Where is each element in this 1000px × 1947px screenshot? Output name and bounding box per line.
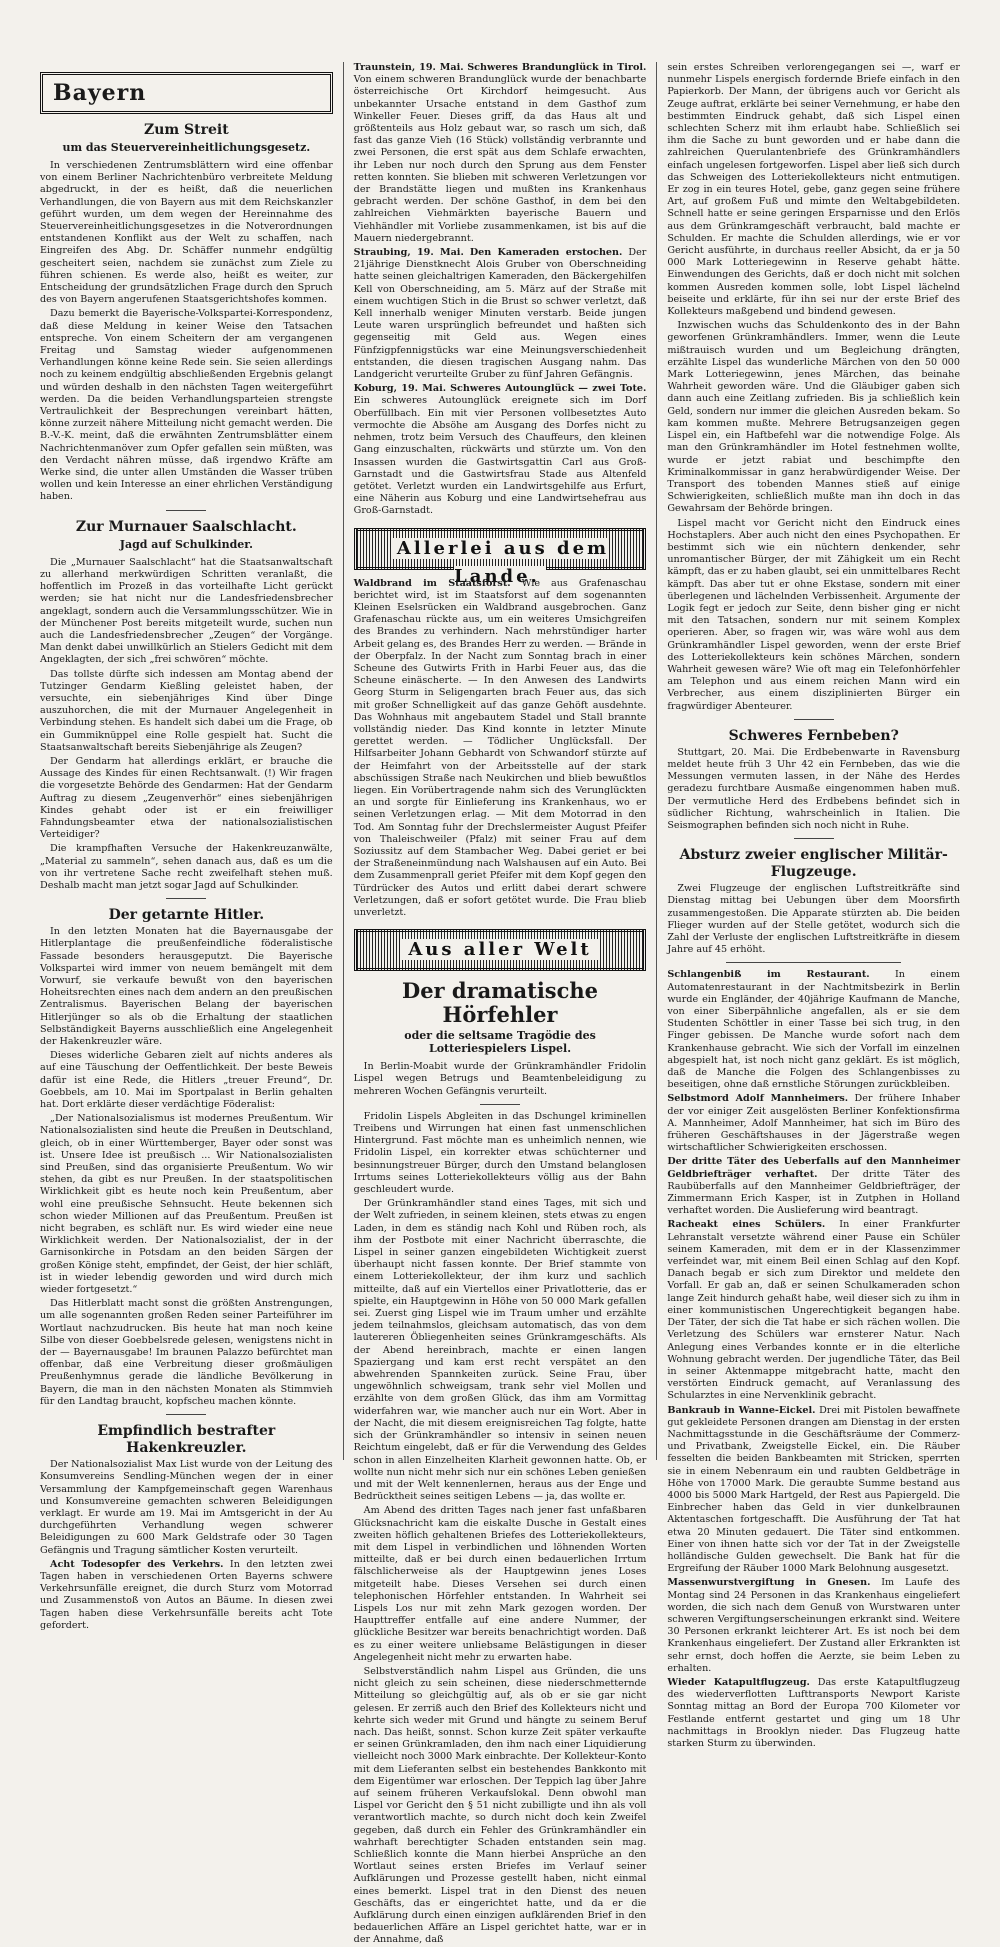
paragraph: Das tollste dürfte sich indessen am Montag abend der Tutzinger Gendarm Kießling geleistet haben, der versuchte, ein siebenjähriges Kind über Dinge auszuhorchen, die mit der Murnauer Angelegenheit in Verbindung stehen. Es handelt sich dabei um die Frage, ob ein Gummiknüppel eine Rolle gespielt hat. Sucht die Staatsanwaltschaft bereits Siebenjährige als Zeugen? bbox=[40, 668, 333, 753]
section-banner-welt: Aus aller Welt bbox=[354, 929, 647, 971]
news-item-title: Wieder Katapultflugzeug. bbox=[667, 1676, 810, 1688]
lead-paragraph: In Berlin-Moabit wurde der Grünkramhändler Fridolin Lispel wegen Betrugs und Beamtenbeleidigung zu mehreren Wochen Gefängnis verurteilt. bbox=[353, 1061, 647, 1097]
paragraph: Lispel macht vor Gericht nicht den Eindruck eines Hochstaplers. Aber auch nicht den eines Psychopathen. Er bestimmt sich wie ein nüchtern denkender, sehr unromantischer Bürger, der mit Zähigkeit um ein Recht kämpft, das er zu haben glaubt, sei ein unmittelbares Recht kämpft. Das aber tut er ohne Ekstase, sondern mit einer überlegenen und lächelnden Verbissenheit. Argumente der Logik fegt er jedoch zur Seite, denn bisher ging er nicht mit den Tatsachen, sondern nur mit seinem Komplex operieren. Aber, so fragen wir, was wäre wohl aus dem Grünkramhändler Lispel geworden, wenn der erste Brief des Lotteriekollekteurs kein schönes Märchen, sondern Wahrheit gewesen wäre? Wie oft mag ein Telefonhörfehler am Telephon und aus einem reichen Mann wird ein Verbrecher, aus einem disziplinierten Bürger ein fragwürdiger Abenteurer. bbox=[667, 517, 961, 712]
news-item-title: Den Kameraden erstochen. bbox=[469, 247, 623, 259]
news-item-title: Schweres Brandunglück in Tirol. bbox=[467, 62, 647, 73]
news-item bbox=[667, 1577, 960, 1675]
paragraph: Selbstverständlich nahm Lispel aus Gründen, die uns nicht gleich zu sein scheinen, diese niederschmetternde Mitteilung so gleichgültig auf, als ob er sie gar nicht gelesen. Er zerriß auch den Brief des Kollekteurs nicht und kehrte sich weder mit Grund und hängte zu seinem Beruf nach. Das heißt, sonnst. Schon kurze Zeit später verkaufte er seinen Grünkramladen, den ihm nach einer Liquidierung vielleicht noch 3000 Mark einbrachte. Der Kollekteur-Konto mit dem Lieferanten selbst ein bestehendes Bankkonto mit dem Eigentümer war erloschen. Der Teppich lag über Jahre auf seinem früheren Verkaufslokal. Denn obwohl man Lispel vor Gericht den § 51 nicht zubilligte und ihn als voll verantwortlich machte, so durch nicht doch kein Zweifel gegeben, daß durch ein Fehler des Grünkramhändler ein wahrhaft berechtigter Schaden entstanden sein mag. Schließlich konnte die Mann hierbei Ansprüche an den Wortlaut seines ersten Briefes im Verlauf seiner Aufklärungen und Prozesse gestellt haben, nicht einmal eines bemerkt. Lispel trat in den Dienst des neuen Geschäfts, das er eingerichtet hatte, und da er die Aufklärung durch einen einzigen aufklärenden Brief in den bedauerlichen Affäre an Lispel gerichtet hatte, war er in der Annahme, daß bbox=[353, 1665, 647, 1946]
news-item bbox=[667, 1677, 960, 1750]
paragraph: Dazu bemerkt die Bayerische-Volkspartei-Korrespondenz, daß diese Meldung in keiner Weise den Tatsachen entspreche. Von einem Scheitern der am vergangenen Freitag und Samstag wieder aufgenommenen Verhandlungen könne keine Rede sein. Sie seien allerdings noch zu keinem endgültig abschließenden Ergebnis gelangt und würden deshalb in den nächsten Tagen weitergeführt werden. Da die beiden Verhandlungsparteien strengste Vertraulichkeit der Besprechungen vereinbart hätten, könne zurzeit nähere Mitteilung nicht gemacht werden. Die B.-V.-K. meint, daß die erwähnten Zentrumsblätter einem Nachrichtenmanöver zum Opfer gefallen sein müßten, was den Verdacht nähren müsse, daß irgendwo Kräfte am Werke sind, die unter allen Umständen die Wasser trüben wollen und kein Interesse an einer ehrlichen Verständigung haben. bbox=[40, 308, 333, 503]
paragraph: Das Hitlerblatt macht sonst die größten Anstrengungen, um alle sogenannten großen Reden seiner Parteiführer im Wortlaut nachzudrucken. Bis heute hat man noch keine Silbe von dieser Goebbelsrede gelesen, wenigstens nicht in der — Bayernausgabe! Im braunen Palazzo befürchtet man offenbar, daß eine Verbreitung dieser großmäuligen Preußenhymnus gerade die ländliche Bevölkerung in Bayern, die man in den nächsten Monaten als Stimmvieh für den Landtag braucht, kopfscheu machen könnte. bbox=[40, 1298, 333, 1407]
subheadline-murnau: Jagd auf Schulkinder. bbox=[119, 537, 253, 551]
paragraph: Zwei Flugzeuge der englischen Luftstreitkräfte sind Dienstag mittag bei Uebungen über dem Moorsfirth zusammengestoßen. Die Apparate stürzten ab. Die beiden Flieger wurden auf der Stelle getötet, wodurch sich die Zahl der Verluste der englischen Luftstreitkräfte in diesem Jahre auf 45 erhöht. bbox=[667, 883, 961, 956]
dateline: Traunstein, 19. Mai. bbox=[353, 62, 464, 73]
section-banner-lande: Allerlei aus dem Lande. bbox=[354, 528, 647, 570]
paragraph: Der Gendarm hat allerdings erklärt, er brauche die Aussage des Kindes für einen Rechtsanwalt. (!) Wir fragen die vorgesetzte Behörde des Gendarmen: Hat der Gendarm Auftrag zu diesem „Zeugenverhör“ eines siebenjährigen Kindes gehabt oder ist er ein freiwilliger Fahndungsbeamter etwa der nationalsozialistischen Verteidiger? bbox=[40, 755, 333, 841]
section-banner-bayern: Bayern bbox=[40, 72, 333, 114]
news-item-body: Der 21jährige Dienstknecht Alois Gruber von Oberschneiding hatte seinen gleichaltrigen Kameraden, den Bäckergehilfen Kell von Oberschneiding, am 5. März auf der Straße mit einem wuchtigen Stich in die Brust so schwer verletzt, daß Kell innerhalb weniger Minuten verstarb. Beide jungen Leute waren ursprünglich befreundet und haßten sich gegenseitig mit Geld aus. Wegen eines Fünfzigpfennigstücks war eine Meinungsverschiedenheit entstanden, die diesen tragischen Ausgang nahm. Das Landgericht verurteilte Gruber zu fünf Jahren Gefängnis. bbox=[353, 247, 647, 381]
news-item-title: Schweres Autounglück — zwei Tote. bbox=[450, 383, 647, 395]
news-item bbox=[667, 969, 960, 1091]
paragraph: Der Nationalsozialist Max List wurde von der Leitung des Konsumvereins Sendling-München wegen der in einer Versammlung der Kampfgemeinschaft gegen Warenhaus und Konsumvereine gemachten schweren Beleidigungen verklagt. Er wurde am 19. Mai im Amtsgericht in der Au durchgeführten Verhandlung wegen schwerer Beleidigungen zu 600 Mark Geldstrafe oder 30 Tagen Gefängnis und Tragung sämtlicher Kosten verurteilt. bbox=[40, 1459, 333, 1556]
divider bbox=[794, 838, 834, 839]
divider bbox=[166, 510, 206, 511]
quote-paragraph: „Der Nationalsozialismus ist modernes Preußentum. Wir Nationalsozialisten sind heute die Preußen in Deutschland, gleich, ob in einer Württemberger, Bayer oder sonst was ist. Unsere Idee ist preußisch ... Wir Nationalsozialisten sind Preußen, sind das organisierte Preußentum. Wo wir stehen, da gibt es nur Preußen. In der staatspolitischen Wirklichkeit gibt es heute noch kein Preußentum, aber wohl eine preußische Sehnsucht. Heute bekennen sich schon wieder Millionen auf das Preußentum. Preußen ist nicht begraben, es schläft nur. Es wird wieder eine neue Wirklichkeit werden. Der Nationalsozialist, der in der Garnisonkirche in Potsdam an den beiden Särgen der großen Könige steht, empfindet, der Geist, der hier schläft, ist in wieder lebendig geworden und wird durch mich wieder fortgesetzt.“ bbox=[40, 1113, 333, 1296]
news-item-body: In einer Frankfurter Lehranstalt versetzte während einer Pause ein Schüler seinem Kameraden, mit dem er in der Klassenzimmer verfeindet war, mit einem Beil einen Schlag auf den Kopf. Danach begab er sich zum Direktor und meldete den Vorfall. Er gab an, daß er seinen Schulkameraden schon lange Zeit hindurch gehaßt habe, weil dieser sich zu ihm in einer kommunistischen Ungerechtigkeit begangen habe. Der Täter, der sich die Tat habe er sich rächen wollen. Die Verletzung des Schülers war ernsterer Natur. Nach Anlegung eines Verbandes konnte er in die elterliche Wohnung gebracht werden. Der jugendliche Täter, das Beil in seiner Aktenmappe mitgebracht hatte, macht den verstörten Eindruck gemacht, auf Veranlassung des Schularztes in eine Nervenklinik gebracht. bbox=[667, 1219, 961, 1402]
news-item bbox=[354, 62, 647, 245]
paragraph: Dieses widerliche Gebaren zielt auf nichts anderes als auf eine Täuschung der Oeffentlichkeit. Der beste Beweis dafür ist eine Rede, die Hitlers „treuer Freund“, Dr. Goebbels, am 10. Mai im Sportpalast in Berlin gehalten hat. Dort erklärte dieser verdächtige Föderalist: bbox=[40, 1050, 333, 1111]
news-item-body: In den letzten zwei Tagen haben in verschiedenen Orten Bayerns schwere Verkehrsunfälle ereignet, die durch Sturz vom Motorrad und Zusammenstoß von Autos an Bäume. In diesen zwei Tagen haben diese Verkehrsunfälle bereits acht Tote gefordert. bbox=[40, 1558, 333, 1631]
headline-fernbeben: Schweres Fernbeben? bbox=[728, 727, 899, 744]
news-item-title: Racheakt eines Schülers. bbox=[667, 1219, 826, 1231]
column-right bbox=[656, 62, 970, 1749]
news-item bbox=[354, 247, 647, 381]
news-item-title: Schlangenbiß im Restaurant. bbox=[667, 969, 870, 981]
paragraph: Fridolin Lispels Abgleiten in das Dschungel kriminellen Treibens und Wirrungen hat einen fast unmenschlichen Hintergrund. Fast möchte man es unheimlich nennen, wie Fridolin Lispel, ein korrekter etwas schüchterner und besinnungstreuer Bürger, durch den Umstand belanglosen Irrtums seines Lotteriekollekteurs völlig aus der Bahn geschleudert wurde. bbox=[353, 1110, 647, 1196]
news-item-body: Drei mit Pistolen bewaffnete gut gekleidete Personen drangen am Dienstag in der ersten Nachmittagsstunde in die Geschäftsräume der Commerz- und Privatbank, Zweigstelle Eickel, ein. Die Räuber fesselten die beiden Bankbeamten mit Stricken, sperrten sie in einem Nebenraum ein und raubten Geldbeträge in Höhe von 17000 Mark. Die geraubte Summe bestand aus 4000 bis 5000 Mark Hartgeld, der Rest aus Papiergeld. Die Einbrecher haben das Geld in vier dunkelbraunen Aktentaschen fortgeschafft. Die Ausführung der Tat hat etwa 20 Minuten gedauert. Die Täter sind entkommen. Einer von ihnen hatte sich vor der Tat in der Zweigstelle holländische Gulden gewechselt. Die Bank hat für die Ergreifung der Räuber 1000 Mark Belohnung ausgesetzt. bbox=[667, 1404, 961, 1575]
divider bbox=[726, 962, 902, 963]
news-item bbox=[667, 1156, 960, 1217]
headline-murnau: Zur Murnauer Saalschlacht. bbox=[75, 518, 297, 535]
paragraph: Am Abend des dritten Tages nach jener fast unfaßbaren Glücksnachricht kam die eiskalte Dusche in Gestalt eines zweiten höflich gehaltenen Briefes des Lotteriekollekteurs, mit dem Lispel in verbindlichen und löhnenden Worten mitteilte, daß er bei durch einen bedauerlichen Irrtum fälschlicherweise als der Hauptgewinn jenes Loses mitgeteilt habe. Dieses Versehen sei durch einen telephonischen Hörfehler entstanden. In Wahrheit sei Lispels Los nur mit zehn Mark gezogen worden. Der Haupttreffer entfalle auf eine andere Nummer, der glückliche Besitzer war bereits benachrichtigt worden. Daß es zu einer weitere unliebsame Belästigungen in dieser Angelegenheit nicht mehr zu erwarten habe. bbox=[353, 1505, 647, 1663]
paragraph: In verschiedenen Zentrumsblättern wird eine offenbar von einem Berliner Nachrichtenbüro verbreitete Meldung abgedruckt, in der es heißt, daß die neuerlichen Verhandlungen, die von Bayern aus mit dem Reichskanzler geführt wurden, um dem wegen der Hereinnahme des Steuervereinheitlichungsgesetzes in die Notverordnungen entstandenen Konflikt aus der Welt zu schaffen, nach Eingreifen des Abg. Dr. Schäffer nunmehr endgültig gescheitert seien, nachdem sie zunächst zum Ziele zu führen schienen. Es werde also, heißt es weiter, zur Entscheidung der grundsätzlichen Frage durch den Spruch des von Bayern angerufenen Staatsgerichtshofes kommen. bbox=[40, 160, 333, 306]
news-item bbox=[667, 1219, 960, 1402]
divider bbox=[166, 1414, 206, 1415]
headline-steuer: Zum Streit bbox=[143, 122, 229, 138]
paragraph: In den letzten Monaten hat die Bayernausgabe der Hitlerplantage die preußenfeindliche föderalistische Fassade besonders herausgeputzt. Die Bayerische Volkspartei wird immer von neuem bemängelt mit dem Vorwurf, sie verkaufe bewußt von den bayerischen Hoheitsrechten eines nach dem andern an den preußischen Zentralismus. Bayerischen Belang der bayerischen Hitlerjünger so als ob die Erhaltung der staatlichen Selbständigkeit Bayerns ausschließlich eine Angelegenheit der Hakenkreuzler wäre. bbox=[40, 926, 333, 1047]
subheadline-hoerfehler: oder die seltsame Tragödie des Lotteriespielers Lispel. bbox=[404, 1029, 596, 1056]
news-item-title: Massenwurstvergiftung in Gnesen. bbox=[667, 1577, 871, 1589]
divider bbox=[166, 898, 206, 899]
paragraph: Inzwischen wuchs das Schuldenkonto des in der Bahn geworfenen Grünkramhändlers. Immer, wenn die Leute mißtrauisch wurden und um Begleichung drängten, erzählte Lispel das wunderliche Märchen von den 50 000 Mark Lotteriegewinn, jenes Märchen, das beinahe Wahrheit geworden wäre. Und die Gläubiger gaben sich dann auch eine Zeitlang zufrieden. Bis ja schließlich kein Geld, sondern nur immer die gleichen Ausreden bekam. So kam kommen mußte. Mehrere Betrugsanzeigen gegen Lispel ein, ein Haftbefehl war die notwendige Folge. Als man den Grünkramhändler im Hotel festnehmen wollte, wurde er jetzt rabiat und beschimpfte den Kriminalkommissar in ganz herabwürdigender Weise. Der Transport des tobenden Mannes stieß auf einige Schwierigkeiten, schließlich mußte man ihn doch in das Gewahrsam der Behörde bringen. bbox=[667, 320, 961, 515]
news-item bbox=[354, 383, 647, 517]
dateline: Koburg, 19. Mai. bbox=[353, 383, 447, 395]
paragraph: Die krampfhaften Versuche der Hakenkreuzanwälte, „Material zu sammeln“, sehen danach aus, daß es um die von ihr vertretene Sache recht zweifelhaft stehen muß. Deshalb macht man jetzt sogar Jagd auf Schulkinder. bbox=[40, 843, 333, 891]
news-item bbox=[40, 1559, 333, 1632]
news-item-body: In einem Automatenrestaurant in der Nachtmitsbezirk in Berlin wurde ein Engländer, der 40jährige Kaufmann de Manche, von einer Siberpähnliche angefallen, als er sie dem Studenten Schöttler in einer Tasse bei sich trug, in den Finger gebissen. De Manche wurde sofort nach dem Krankenhause gebracht. Wie sich der Vorfall im einzelnen abgespielt hat, ist noch nicht ganz geklärt. Es ist möglich, daß de Manche die Folgen des Schlangenbisses zu beseitigen, ohne daß ernstliche Störungen zurückbleiben. bbox=[667, 969, 961, 1091]
news-item-title: Selbstmord Adolf Mannheimers. bbox=[667, 1093, 849, 1105]
headline-absturz: Absturz zweier englischer Militär-Flugzeuge. bbox=[679, 847, 948, 881]
news-item-title: Bankraub in Wanne-Eickel. bbox=[667, 1404, 816, 1416]
headline-hitler: Der getarnte Hitler. bbox=[108, 907, 265, 924]
dateline: Straubing, 19. Mai. bbox=[353, 247, 464, 259]
headline-hakenkreuzler: Empfindlich bestrafter Hakenkreuzler. bbox=[97, 1423, 276, 1457]
news-item-title: Der dritte Täter des Ueberfalls auf den Mannheimer Geldbriefträger verhaftet. bbox=[667, 1156, 961, 1180]
divider bbox=[480, 1104, 520, 1105]
news-item-body: Das erste Katapultflugzeug des wiederverflotten Lufttransports Newport Kariste Sonntag mittag an Bord der Europa 700 Kilometer vor Festlande entfernt gestartet und ging um 18 Uhr nachmittags in Brooklyn nieder. Das Flugzeug hatte starken Sturm zu überwinden. bbox=[667, 1676, 961, 1749]
news-item-body: Ein schweres Autounglück ereignete sich im Dorf Oberfüllbach. Ein mit vier Personen vollbesetztes Auto vermochte die Absöhe am Ausgang des Dorfes nicht zu nehmen, trotz beim Versuch des Chauffeurs, den kleinen Gang einzuschalten, rückwärts und stürzte um. Von den Insassen wurden die Gastwirtsgattin Carl aus Groß-Garnstadt und die Gastwirtsfrau Stade aus Altenfeld getötet. Verletzt wurden ein Landwirtsgehilfe aus Erfurt, eine Näherin aus Koburg und eine Landwirtsehefrau aus Groß-Garnstadt. bbox=[353, 395, 647, 517]
news-item bbox=[667, 1093, 960, 1154]
subheadline-steuer: um das Steuervereinheitlichungsgesetz. bbox=[62, 141, 311, 154]
news-item bbox=[354, 578, 647, 920]
paragraph: Die „Murnauer Saalschlacht“ hat die Staatsanwaltschaft zu allerhand merkwürdigen Schritten veranlaßt, die hoffentlich im Prozeß in das vorteilhafte Licht gerückt werden; sie hat nicht nur die Landesfriedensbrecher angeklagt, sondern auch die Versammlungsschützer. Wie in der Münchener Post bereits mitgeteilt wurde, suchen nun auch die Landesfriedensbrecher „Zeugen“ der Vorgänge. Man denkt dabei unwillkürlich an Stielers Gedicht mit dem Angeklagten, der sich „frei schwören“ möchte. bbox=[40, 556, 333, 666]
news-item-title: Acht Todesopfer des Verkehrs. bbox=[50, 1558, 224, 1570]
headline-hoerfehler: Der dramatische Hörfehler bbox=[401, 978, 599, 1028]
divider bbox=[794, 719, 834, 720]
paragraph: Der Grünkramhändler stand eines Tages, mit sich und der Welt zufrieden, in seinem kleinen, stets etwas zu engen Laden, in dem es ständig nach Kohl und Rüben roch, als ihm der Postbote mit einer Nachricht überraschte, die Lispel in seiner ganzen eingebildeten Wichtigkeit zuerst überhaupt nicht fassen konnte. Der Brief stammte von einem Lotteriekollekteur, der ihm kurz und sachlich mitteilte, daß auf ein Viertellos einer Privatlotterie, das er spielte, ein Hauptgewinn in Höhe von 50 000 Mark gefallen sei. Zuerst ging Lispel wie im Traum umher und erzählte jedem teilnahmslos, gleichsam automatisch, das von dem lautereren Öbliegenheiten seines Grünkramgeschäfts. Als der Abend hereinbrach, machte er einen langen Spaziergang und kam erst recht verspätet an den abwehrenden Spannkeiten zurück. Seine Frau, über ungewöhnlich schweigsam, trank sehr viel Mollen und erzählte von dem großen Glück, das ihm am Vormittag widerfahren war, wie mancher auch nur ein Wort. Aber in der Nacht, die mit diesem ereignisreichen Tag folgte, hatte sich der Grünkramhändler so intensiv in seinen neuen Reichtum eingelebt, daß er für die Verwendung des Geldes schon in allen Einzelheiten Klarheit gewonnen hatte. Ob, er wollte nun nicht mehr sich nur ein schönes Leben genießen und mit der Welt kennenlernen, heraus aus der Enge und Bedrücktheit seines seitigen Lebens — ja, das wollte er. bbox=[353, 1198, 647, 1503]
news-item-title: Waldbrand im Staatsforst. bbox=[353, 577, 511, 589]
news-item-body: Wie aus Grafenaschau berichtet wird, ist im Staatsforst auf dem sogenannten Kleinen Eselsrücken ein Waldbrand ausgebrochen. Ganz Grafenaschau rückte aus, um ein weiteres Umsichgreifen des Brandes zu verhindern. Nach mehrstündiger harter Arbeit gelang es, des Brandes Herr zu werden. — Brände in der Oberpfalz. In der Nacht zum Sonntag brach in einer Scheune des Gutwirts Frith in Harbi Feuer aus, das die Scheune einäscherte. — In den Anwesen des Landwirts Georg Sturm in Seligengarten brach Feuer aus, das sich mit großer Schnelligkeit auf das ganze Gehöft ausdehnte. Das Wohnhaus mit angebautem Stadel und Stall brannte vollständig nieder. Das Kind konnte in letzter Minute gerettet werden. — Tödlicher Unglücksfall. Der Hilfsarbeiter Johann Gebhardt von Schwandorf stürzte auf der Heimfahrt von der Arbeitsstelle auf der stark abschüssigen Straße nach Neukirchen und blieb bewußtlos liegen. Ein Vorübertragende nahm sich des Verunglückten an und sorgte für Einlieferung ins Krankenhaus, wo er seinen Verletzungen erlag. — Mit dem Motorrad in den Tod. Am Sonntag fuhr der Drechslermeister August Pfeifer von Thaleischweiler (Pfalz) mit seiner Frau auf dem Soziussitz auf dem Stambacher Weg. Dabei geriet er bei der Straßeneinmündung nach Walshausen auf ein Auto. Bei dem Zusammenprall geriet Pfeifer mit dem Kopf gegen den Türdrücker des Autos und erlitt dabei derart schwere Verletzungen, daß er sofort getötet wurde. Die Frau blieb unverletzt. bbox=[353, 577, 647, 918]
paragraph: sein erstes Schreiben verlorengegangen sei —, warf er nunmehr Lispels energisch fordernde Briefe einfach in den Papierkorb. Der Mann, der übrigens auch vor Gericht als Zeuge auftrat, erklärte bei seiner Vernehmung, er habe den bestimmten Eindruck gehabt, daß sich Lispel einen schlechten Scherz mit ihm erlaubt habe. Schließlich sei ihm die Sache zu bunt geworden und er habe dann die zahlreichen Querulantenbriefe des Grünkramhändlers einfach ungelesen fortgeworfen. Lispel aber ließ sich durch das Schweigen des Lotteriekollekteurs nicht entmutigen. Er zog in ein teures Hotel, gebe, ganz gegen seine frühere Art, auf großem Fuß und mimte den Weltabgebildeten. Schnell hatte er seine geringen Ersparnisse und den Erlös aus dem Grünkramgeschäft verbraucht, bald machte er Schulden. Er machte die Schulden allerdings, wie er vor Gericht ausführte, in durchaus reeller Absicht, da er ja 50 000 Mark Lotteriegewinn in Reserve gehabt hätte. Einwendungen des Gerichts, daß er doch nicht mit solchen kommen Ausreden kommen solle, lobt Lispel lächelnd beiseite und erklärte, für ihn sei nur der erste Brief des Kollekteurs maßgebend und bindend gewesen. bbox=[667, 62, 961, 318]
news-item bbox=[667, 1405, 960, 1576]
column-middle bbox=[343, 62, 657, 1946]
news-item-body: Der dritte Täter des Raubüberfalls auf den Mannheimer Geldbriefträger, der Zimmermann Erich Kasper, ist in Zutphen in Holland verhaftet worden. Die Auslieferung wird beantragt. bbox=[667, 1168, 961, 1217]
news-item-body: Von einem schweren Brandunglück wurde der benachbarte österreichische Ort Kirchdorf heimgesucht. Aus unbekannter Ursache entstand in dem Gasthof zum Winkeller Feuer. Dieses griff, da das Haus alt und größtenteils aus Holz gebaut war, so rasch um sich, daß fast das ganze Vieh (16 Stück) vollständig verbrannte und zwei Personen, die erst spät aus dem Schlafe erwachten, ihr Leben nur noch durch den Sprung aus dem Fenster retten konnten. Sie blieben mit schweren Verletzungen vor der Brandstätte liegen und mußten ins Krankenhaus gebracht werden. Der schöne Gasthof, in dem bei den zahlreichen Viehmärkten bayerische Bauern und Viehhändler mit Vorliebe zusammenkamen, ist bis auf die Mauern niedergebrannt. bbox=[353, 74, 647, 244]
paragraph: Stuttgart, 20. Mai. Die Erdbebenwarte in Ravensburg meldet heute früh 3 Uhr 42 ein Fernbeben, das wie die Messungen vermuten lassen, in der Nähe des Herdes geradezu furchtbare Ausmaße eingenommen haben muß. Der vermutliche Herd des Erdbebens befindet sich in südlicher Richtung, wahrscheinlich in Italien. Die Seismographen befinden sich noch nicht in Ruhe. bbox=[667, 746, 961, 831]
news-item-body: Der frühere Inhaber der vor einiger Zeit ausgelösten Berliner Konfektionsfirma A. Mannheimer, Adolf Mannheimer, hat sich im Büro des früheren Geschäftshauses in der Jägerstraße wegen wirtschaftlicher Schwierigkeiten erschossen. bbox=[667, 1093, 961, 1154]
column-left bbox=[30, 62, 343, 1631]
news-item-body: Im Laufe des Montag sind 24 Personen in das Krankenhaus eingeliefert worden, die sich nach dem Genuß von Wurstwaren unter schweren Vergiftungserscheinungen erkrankt sind. Weitere 30 Personen erkrankt leichterer Art. Es ist noch bei dem Krankenhaus eingeliefert. Der Zustand aller Erkrankten ist sehr ernst, doch hoffen die Aerzte, sie beim Leben zu erhalten. bbox=[667, 1577, 961, 1674]
